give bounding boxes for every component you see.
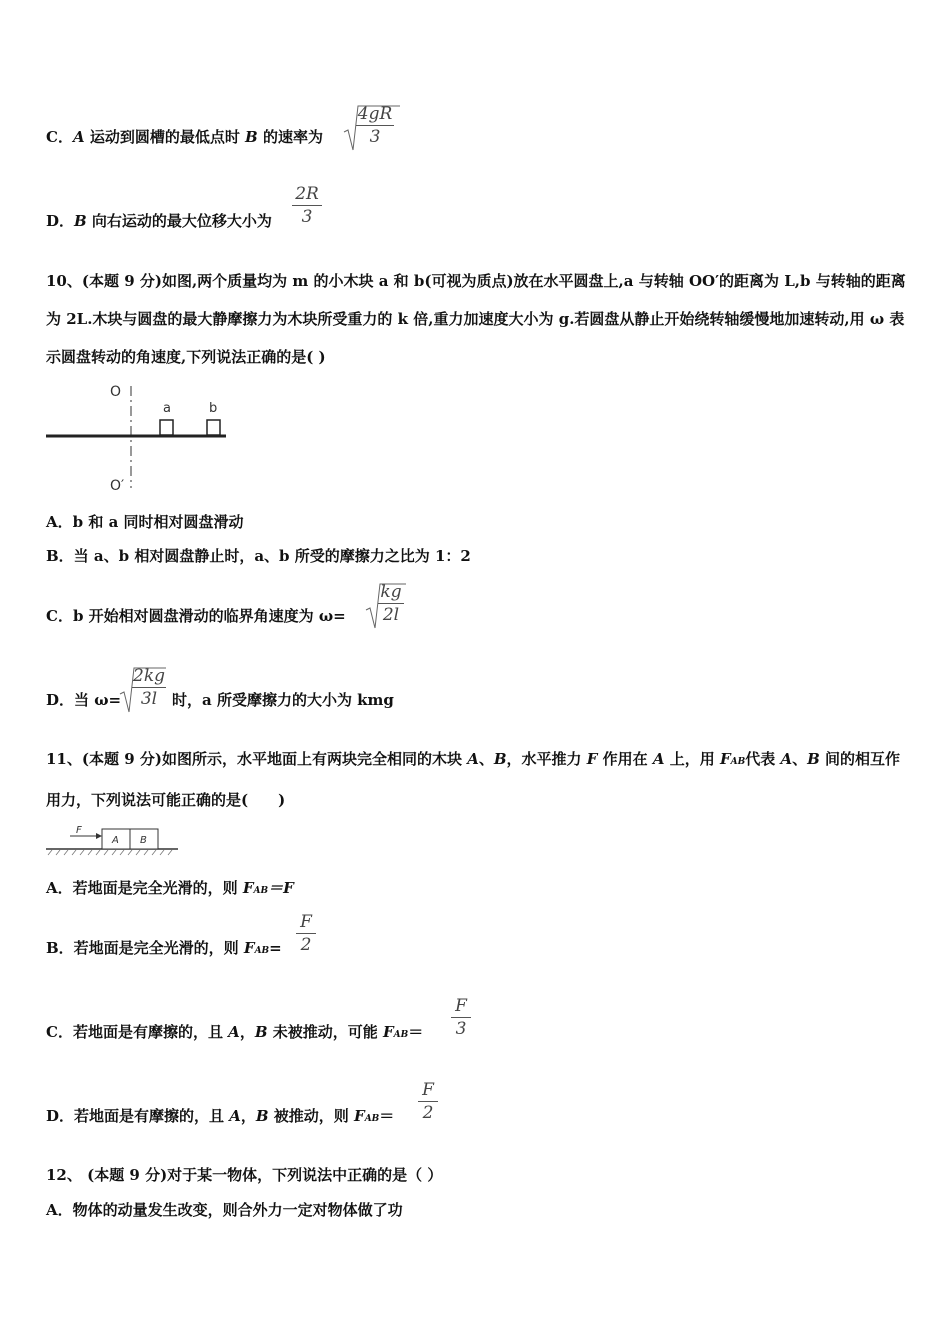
q12-stem: 12、 (本题 9 分)对于某一物体，下列说法中正确的是（ ） — [46, 1166, 443, 1184]
block-b-label: b — [209, 401, 218, 416]
q10-c-fraction: kg 2l — [378, 582, 404, 625]
force-label: F — [76, 825, 82, 836]
q11-b-fraction: F 2 — [296, 912, 316, 955]
q11-option-b: B．若地面是完全光滑的，则 FAB= — [46, 939, 282, 957]
q11-option-c: C．若地面是有摩擦的，且 A，B 未被推动，可能 FAB＝ — [46, 1023, 424, 1041]
q12-option-a: A．物体的动量发生改变，则合外力一定对物体做了功 — [46, 1201, 403, 1219]
q10-stem: 10、(本题 9 分)如图,两个质量均为 m 的小木块 a 和 b(可视为质点)放在水平圆盘上,a 与转轴 OO′的距离为 L,b 与转轴的距离为 2L.木块与圆盘的最大静摩擦力为木块所受重力的 k 倍,重力加速度大小为 g.若圆盘从静止开始绕转轴缓慢地加速转动,用 ω 表示圆盘转动的角速度,下列说法正确的是( ) — [46, 272, 906, 366]
block-b-label: B — [140, 835, 147, 846]
block-a-label: a — [163, 401, 171, 416]
q11-c-fraction: F 3 — [451, 996, 471, 1039]
q11-d-fraction: F 2 — [418, 1080, 438, 1123]
q10-option-d-tail: 时，a 所受摩擦力的大小为 kmg — [172, 691, 394, 709]
q10-d-fraction: 2kg 3l — [133, 666, 165, 709]
o-top-label: O — [110, 384, 122, 400]
q9-option-c: C．A 运动到圆槽的最低点时 B 的速率为 — [46, 128, 323, 146]
q10-option-b: B．当 a、b 相对圆盘静止时，a、b 所受的摩擦力之比为 1：2 — [46, 547, 471, 565]
q10-figure — [44, 378, 234, 500]
q9-c-fraction: 4gR 3 — [357, 104, 393, 147]
q10-option-c: C．b 开始相对圆盘滑动的临界角速度为 ω= — [46, 607, 346, 625]
q11-figure — [44, 822, 184, 860]
q11-option-a: A．若地面是完全光滑的，则 FAB＝F — [46, 879, 294, 897]
block-a-label: A — [112, 835, 119, 846]
block-a — [160, 420, 173, 435]
q9-option-d: D．B 向右运动的最大位移大小为 — [46, 212, 272, 230]
o-bottom-label: O′ — [110, 478, 125, 494]
q10-option-a: A．b 和 a 同时相对圆盘滑动 — [46, 513, 244, 531]
q10-option-d: D．当 ω= — [46, 691, 122, 709]
q11-option-d: D．若地面是有摩擦的，且 A，B 被推动，则 FAB＝ — [46, 1107, 395, 1125]
q9-d-fraction: 2R 3 — [292, 184, 322, 227]
q11-stem: 11、(本题 9 分)如图所示，水平地面上有两块完全相同的木块 A、B，水平推力 F 作用在 A 上，用 FAB代表 A、B 间的相互作用力，下列说法可能正确的是( ) — [46, 750, 901, 809]
block-b — [207, 420, 220, 435]
